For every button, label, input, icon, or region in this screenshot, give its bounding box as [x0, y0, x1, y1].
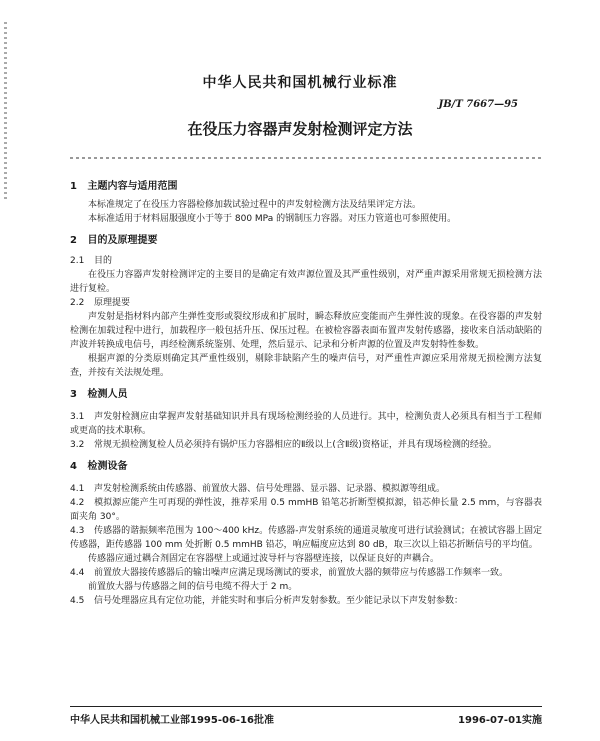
section-heading: [70, 388, 542, 402]
paragraph: 本标准规定了在役压力容器检修加载试验过程中的声发射检测方法及结果评定方法。: [88, 200, 422, 210]
clause-number: 4.1: [70, 484, 85, 494]
binding-edge-marks: [4, 22, 7, 202]
clause-paragraph: [70, 594, 542, 608]
paragraph: 声发射是指材料内部产生弹性变形或裂纹形成和扩展时，瞬态释放应变能而产生弹性波的现象。在役容器的声发射检测在加载过程中进行，加载程序一般包括升压、保压过程。在被检容器表面布置声发射传感器，接收来自活动缺陷的声波并转换成电信号，再经检测系统鉴别、处理，然后显示、记录和分析声源的位置及声发射特性参数。: [70, 312, 542, 350]
clause-title: 目的: [94, 256, 113, 266]
clause-paragraph: [70, 496, 542, 524]
section-title: 检测设备: [87, 461, 128, 472]
section-number: 4: [70, 461, 77, 472]
clause-number: 2.1: [70, 256, 85, 266]
section-heading: [70, 460, 542, 474]
clause-number: 2.2: [70, 298, 85, 308]
clause-number: 4.2: [70, 498, 85, 508]
clause-number: 3.2: [70, 440, 85, 450]
section-title: 主题内容与适用范围: [87, 181, 178, 192]
section-heading: [70, 180, 542, 194]
document-title: 在役压力容器声发射检测评定方法: [187, 120, 413, 138]
dotted-divider: [70, 157, 542, 159]
approval-date: 中华人民共和国机械工业部1995-06-16批准: [70, 715, 274, 726]
standard-type: 中华人民共和国机械行业标准: [202, 75, 398, 91]
clause-number: 3.1: [70, 412, 85, 422]
clause-text: 声发射检测应由掌握声发射基础知识并具有现场检测经验的人员进行。其中，检测负责人必须具有相当于工程师或更高的技术职称。: [70, 412, 542, 436]
paragraph: 前置放大器与传感器之间的信号电缆不得大于 2 m。: [88, 582, 298, 592]
clause-text: 常规无损检测复检人员必须持有锅炉压力容器相应的Ⅱ级以上(含Ⅱ级)资格证，并具有现场检测的经验。: [94, 440, 497, 450]
section-title: 检测人员: [87, 389, 128, 400]
clause-paragraph: [70, 524, 542, 552]
paragraph: 在役压力容器声发射检测评定的主要目的是确定有效声源位置及其严重性级别，对严重声源采用常规无损检测方法进行复检。: [70, 270, 542, 294]
footer-rule: [70, 706, 542, 707]
clause-text: 传感器的谐振频率范围为 100～400 kHz。传感器-声发射系统的通道灵敏度可进行试验测试；在被试容器上固定传感器，距传感器 100 mm 处折断 0.5 mmHB 铅芯，响应幅度应达到 80 dB，取三次以上铅芯折断信号的平均值。: [70, 526, 542, 550]
clause-number: 4.3: [70, 526, 85, 536]
section-heading: [70, 234, 542, 248]
clause-paragraph: [70, 482, 542, 496]
clause-paragraph: [70, 438, 542, 452]
clause-text: 信号处理器应具有定位功能，并能实时和事后分析声发射参数。至少能记录以下声发射参数：: [94, 596, 464, 606]
document-body: [70, 180, 542, 608]
clause-text: 声发射检测系统由传感器、前置放大器、信号处理器、显示器、记录器、模拟源等组成。: [94, 484, 446, 494]
standard-code: JB/T 7667—95: [438, 99, 518, 110]
paragraph: 传感器应通过耦合剂固定在容器壁上或通过波导杆与容器壁连接，以保证良好的声耦合。: [88, 554, 440, 564]
paragraph: 本标准适用于材料屈服强度小于等于 800 MPa 的钢制压力容器。对压力管道也可参照使用。: [88, 214, 457, 224]
section-title: 目的及原理提要: [87, 235, 158, 246]
section-number: 2: [70, 235, 77, 246]
clause-paragraph: [70, 410, 542, 438]
clause-text: 模拟源应能产生可再现的弹性波，推荐采用 0.5 mmHB 铅笔芯折断型模拟源，铅芯伸长量 2.5 mm，与容器表面夹角 30°。: [70, 498, 542, 522]
clause-paragraph: [70, 566, 542, 580]
clause-number: 4.4: [70, 568, 85, 578]
clause-number: 4.5: [70, 596, 85, 606]
section-number: 1: [70, 181, 77, 192]
clause-text: 前置放大器接传感器后的输出噪声应满足现场测试的要求，前置放大器的频带应与传感器工作频率一致。: [94, 568, 509, 578]
section-number: 3: [70, 389, 77, 400]
clause-title: 原理提要: [94, 298, 131, 308]
implementation-date: 1996-07-01实施: [458, 715, 542, 726]
clause-heading: [70, 254, 542, 268]
clause-heading: [70, 296, 542, 310]
paragraph: 根据声源的分类原则确定其严重性级别，剔除非缺陷产生的噪声信号，对严重性声源应采用常规无损检测方法复查，并按有关法规处理。: [70, 354, 542, 378]
